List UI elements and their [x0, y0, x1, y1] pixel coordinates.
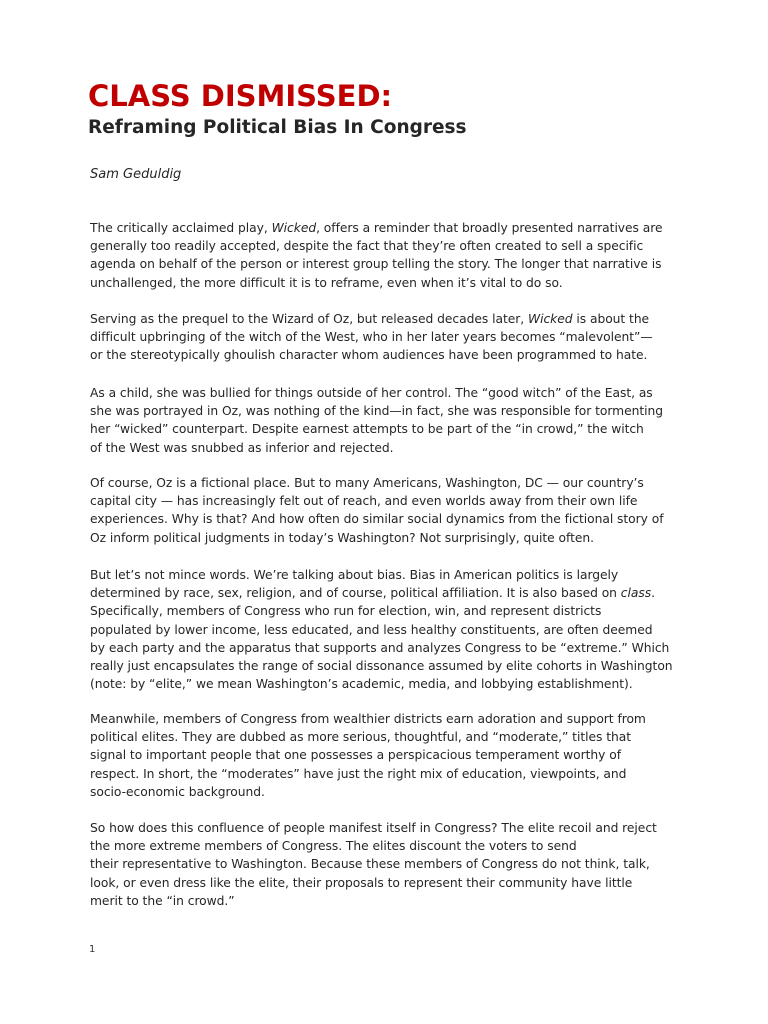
page-number: 1 — [89, 944, 96, 955]
text-segment: the more extreme members of Congress. The elites discount the voters to send — [90, 839, 577, 854]
text-segment: , offers a reminder that broadly presented narratives are — [316, 221, 663, 235]
text-segment: Serving as the prequel to the Wizard of Oz, but released decades later, — [90, 312, 528, 326]
text-line — [90, 728, 646, 746]
text-line — [90, 402, 663, 420]
body-paragraph — [90, 710, 646, 801]
text-segment: Oz inform political judgments in today’s Washington? Not surprisingly, quite often. — [90, 530, 594, 545]
document-subtitle: Reframing Political Bias In Congress — [88, 117, 467, 138]
text-segment: Meanwhile, members of Congress from wealthier districts earn adoration and support from — [90, 712, 646, 726]
text-segment: capital city — has increasingly felt out of reach, and even worlds away from their own life — [90, 494, 638, 509]
text-segment: respect. In short, the “moderates” have just the right mix of education, viewpoints, and — [90, 766, 627, 781]
text-line — [90, 510, 664, 528]
author-name: Sam Geduldig — [90, 167, 182, 182]
body-paragraph — [90, 219, 663, 292]
text-line — [90, 819, 657, 837]
text-line — [90, 439, 663, 457]
text-line — [90, 765, 646, 783]
text-segment: their representative to Washington. Because these members of Congress do not think, talk, — [90, 857, 650, 872]
document-title: CLASS DISMISSED: — [88, 79, 393, 113]
text-line — [90, 621, 673, 639]
body-paragraph — [90, 474, 664, 547]
text-segment: look, or even dress like the elite, their proposals to represent their community have little — [90, 875, 633, 890]
text-segment: of the West was snubbed as inferior and rejected. — [90, 440, 394, 455]
text-segment: As a child, she was bullied for things outside of her control. The “good witch” of the East, as — [90, 386, 653, 400]
text-segment: determined by race, sex, religion, and of course, political affiliation. It is also based on — [90, 586, 621, 601]
body-paragraph — [90, 310, 653, 365]
text-line — [90, 346, 653, 364]
text-segment: difficult upbringing of the witch of the West, who in her later years becomes “malevolent”— — [90, 330, 653, 345]
text-line — [90, 255, 663, 273]
text-segment: But let’s not mince words. We’re talking about bias. Bias in American politics is largely — [90, 568, 619, 582]
text-segment: she was portrayed in Oz, was nothing of the kind—in fact, she was responsible for tormenting — [90, 404, 664, 419]
text-line — [90, 384, 663, 402]
text-line — [90, 657, 673, 675]
text-segment: experiences. Why is that? And how often do similar social dynamics from the fictional story of — [90, 512, 664, 527]
text-line — [90, 237, 663, 255]
italic-text: class — [620, 586, 652, 601]
text-segment: socio-economic background. — [90, 784, 265, 799]
italic-text: Wicked — [527, 312, 573, 326]
text-segment: generally too readily accepted, despite the fact that they’re often created to sell a specific — [90, 239, 644, 254]
text-line — [90, 855, 657, 873]
text-segment: her “wicked” counterpart. Despite earnest attempts to be part of the “in crowd,” the witch — [90, 422, 644, 437]
text-line — [90, 710, 646, 728]
italic-text: Wicked — [271, 221, 317, 235]
body-paragraph — [90, 566, 673, 693]
text-line — [90, 328, 653, 346]
text-segment: by each party and the apparatus that supports and analyzes Congress to be “extreme.” Which — [90, 640, 670, 655]
text-line — [90, 874, 657, 892]
text-segment: . — [651, 586, 655, 601]
body-paragraph — [90, 819, 657, 910]
text-segment: populated by lower income, less educated, and less healthy constituents, are often deemed — [90, 622, 653, 637]
text-line — [90, 584, 673, 602]
text-segment: political elites. They are dubbed as more serious, thoughtful, and “moderate,” titles that — [90, 730, 631, 745]
text-line — [90, 420, 663, 438]
text-line — [90, 529, 664, 547]
text-segment: (note: by “elite,” we mean Washington’s academic, media, and lobbying establishment). — [90, 677, 633, 692]
text-segment: agenda on behalf of the person or interest group telling the story. The longer that narrative is — [90, 257, 662, 272]
text-line — [90, 892, 657, 910]
text-segment: unchallenged, the more difficult it is to reframe, even when it’s vital to do so. — [90, 275, 563, 290]
text-line — [90, 219, 663, 237]
text-line — [90, 675, 673, 693]
text-line — [90, 492, 664, 510]
text-line — [90, 274, 663, 292]
text-segment: Specifically, members of Congress who run for election, win, and represent districts — [90, 604, 602, 619]
text-line — [90, 474, 664, 492]
text-line — [90, 783, 646, 801]
body-paragraph — [90, 384, 663, 457]
text-line — [90, 602, 673, 620]
text-segment: Of course, Oz is a fictional place. But to many Americans, Washington, DC — our country’s — [90, 476, 644, 490]
text-segment: or the stereotypically ghoulish character whom audiences have been programmed to hate. — [90, 348, 648, 363]
text-segment: merit to the “in crowd.” — [90, 893, 235, 908]
text-segment: signal to important people that one possesses a perspicacious temperament worthy of — [90, 748, 622, 763]
text-line — [90, 837, 657, 855]
text-line — [90, 310, 653, 328]
text-segment: The critically acclaimed play, — [90, 221, 272, 235]
text-segment: is about the — [572, 312, 650, 326]
text-line — [90, 566, 673, 584]
text-segment: really just encapsulates the range of social dissonance assumed by elite cohorts in Washington — [90, 658, 673, 673]
text-line — [90, 746, 646, 764]
text-line — [90, 639, 673, 657]
text-segment: So how does this confluence of people manifest itself in Congress? The elite recoil and reject — [90, 821, 657, 835]
